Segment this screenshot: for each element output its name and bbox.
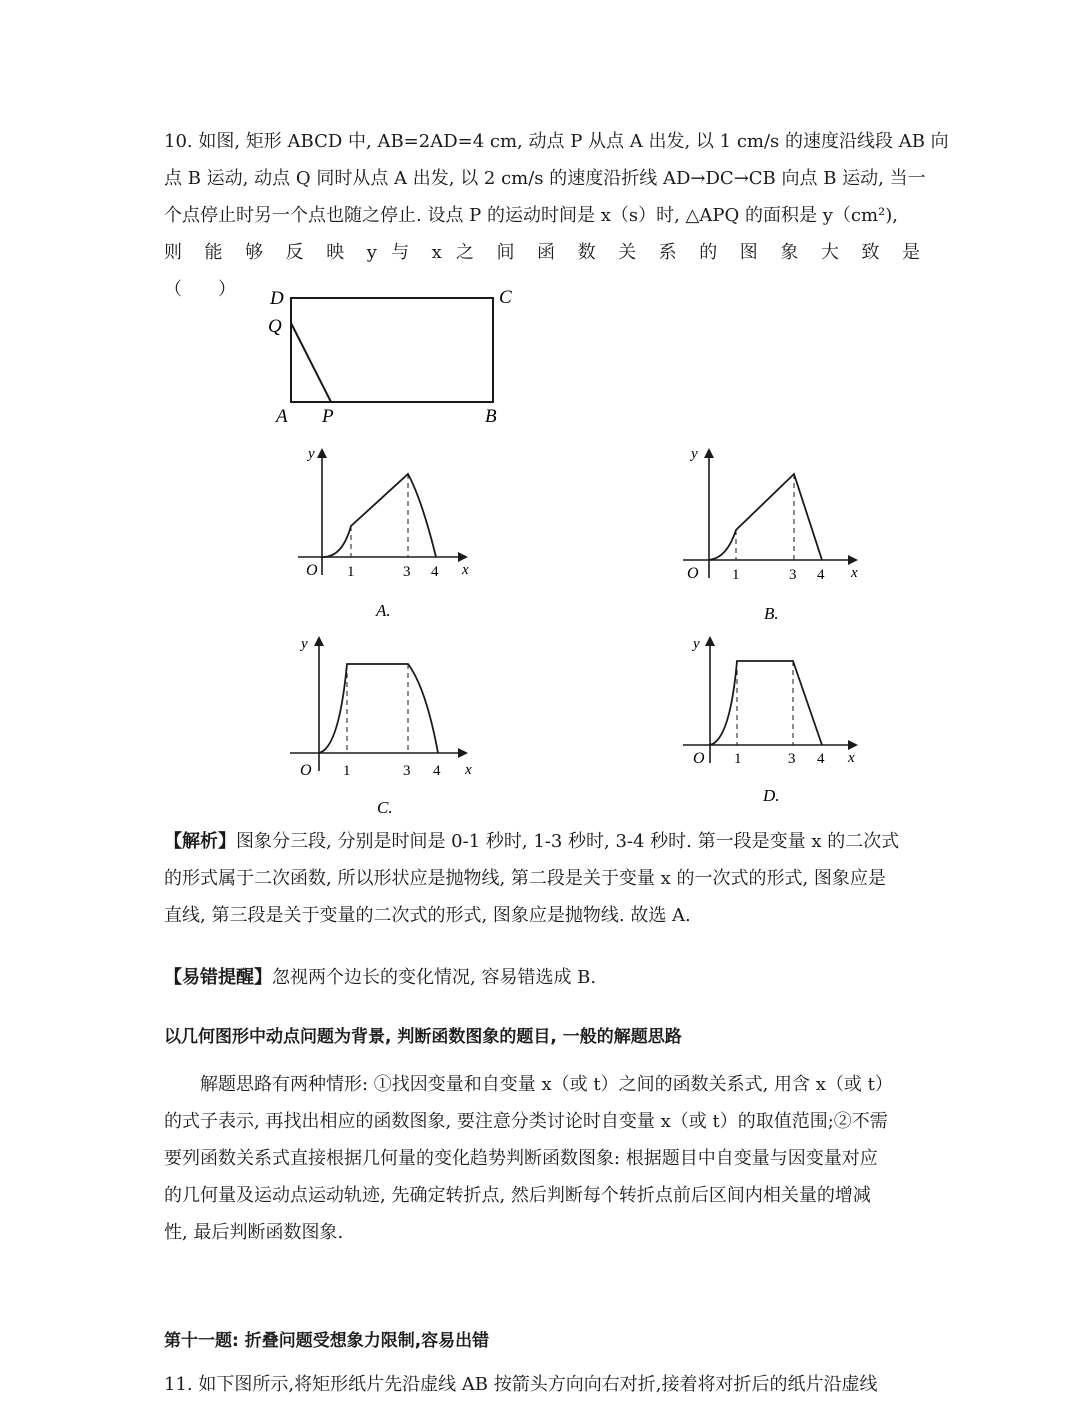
label-b: B (485, 406, 497, 427)
label-a: A (276, 406, 288, 427)
y-label: y (693, 636, 700, 652)
y-arrow (317, 448, 327, 458)
mistake-line (164, 959, 920, 996)
graph-d (678, 628, 878, 818)
tick-4: 4 (431, 564, 439, 580)
tick-1: 1 (343, 763, 351, 779)
method-line-3: 要列函数关系式直接根据几何量的变化趋势判断函数图象: 根据题目中自变量与因变量对应 (164, 1148, 878, 1169)
option-d-label: D. (763, 786, 780, 805)
x-label: x (462, 562, 469, 578)
analysis-line-1 (164, 823, 920, 860)
x-label: x (848, 750, 855, 766)
origin-label: O (306, 562, 318, 579)
tick-3: 3 (403, 564, 411, 580)
y-label: y (301, 636, 308, 652)
x-arrow (848, 555, 858, 565)
mistake-reminder (164, 959, 920, 996)
rectangle-abcd (291, 298, 493, 402)
section-heading-question-11: 第十一题: 折叠问题受想象力限制,容易出错 (164, 1331, 490, 1351)
question-11 (164, 1366, 920, 1403)
method-line-2: 的式子表示, 再找出相应的函数图象, 要注意分类讨论时自变量 x（或 t）的取值范围;②不需 (164, 1111, 888, 1132)
method-line-5: 性, 最后判断函数图象. (164, 1222, 344, 1243)
analysis-line-3: 直线, 第三段是关于变量的二次式的形式, 图象应是抛物线. 故选 A. (164, 905, 691, 926)
function-curve (319, 664, 438, 753)
x-arrow (848, 740, 858, 750)
graph-b (675, 440, 875, 630)
segment-qp (291, 323, 331, 402)
label-p: P (322, 406, 334, 427)
function-curve (322, 474, 436, 557)
tick-1: 1 (732, 567, 740, 583)
method-line-1: 解题思路有两种情形: ①找因变量和自变量 x（或 t）之间的函数关系式, 用含 x（或 t） (200, 1074, 893, 1095)
tick-1: 1 (734, 751, 742, 767)
option-c-label: C. (377, 798, 393, 817)
rectangle-figure (260, 280, 540, 430)
x-label: x (465, 762, 472, 778)
x-arrow (458, 748, 468, 758)
question-11-line-1: 11. 如下图所示,将矩形纸片先沿虚线 AB 按箭头方向向右对折,接着将对折后的纸片沿虚线 (164, 1374, 878, 1395)
analysis (164, 823, 920, 934)
tick-3: 3 (403, 763, 411, 779)
y-arrow (314, 636, 324, 646)
x-arrow (458, 552, 468, 562)
option-b-label: B. (764, 604, 779, 623)
y-label: y (308, 446, 315, 462)
tick-4: 4 (817, 751, 825, 767)
origin-label: O (687, 565, 699, 582)
y-arrow (704, 448, 714, 458)
question-10-line-1: 10. 如图, 矩形 ABCD 中, AB=2AD=4 cm, 动点 P 从点 A 出发, 以 1 cm/s 的速度沿线段 AB 向 (164, 131, 949, 152)
y-arrow (705, 636, 715, 646)
label-c: C (499, 287, 512, 308)
label-q: Q (268, 316, 282, 337)
question-10-line-2: 点 B 运动, 动点 Q 同时从点 A 出发, 以 2 cm/s 的速度沿折线 AD→DC→CB 向点 B 运动, 当一 (164, 168, 926, 189)
method-line-4: 的几何量及运动点运动轨迹, 先确定转折点, 然后判断每个转折点前后区间内相关量的增减 (164, 1185, 871, 1206)
graph-a (290, 440, 490, 630)
tick-4: 4 (433, 763, 441, 779)
mistake-label: 【易错提醒】 (164, 967, 272, 988)
section-heading-method: 以几何图形中动点问题为背景, 判断函数图象的题目, 一般的解题思路 (164, 1027, 682, 1047)
label-d: D (270, 288, 284, 309)
tick-1: 1 (347, 564, 355, 580)
graph-c (285, 628, 485, 818)
analysis-line-2: 的形式属于二次函数, 所以形状应是抛物线, 第二段是关于变量 x 的一次式的形式, 图象应是 (164, 868, 886, 889)
question-10-answer-blank: （ ） (164, 279, 236, 300)
y-label: y (691, 446, 698, 462)
tick-3: 3 (789, 567, 797, 583)
question-10-line-4: 则 能 够 反 映 y 与 x 之 间 函 数 关 系 的 图 象 大 致 是 (164, 242, 920, 263)
tick-4: 4 (817, 567, 825, 583)
method-paragraph (164, 1066, 920, 1251)
origin-label: O (693, 750, 705, 767)
analysis-label: 【解析】 (164, 831, 236, 852)
function-curve (709, 474, 822, 560)
origin-label: O (300, 762, 312, 779)
analysis-text-1: 图象分三段, 分别是时间是 0-1 秒时, 1-3 秒时, 3-4 秒时. 第一段是变量 x 的二次式 (236, 831, 900, 852)
mistake-text: 忽视两个边长的变化情况, 容易错选成 B. (272, 967, 597, 988)
option-a-label: A. (376, 601, 391, 620)
x-label: x (851, 565, 858, 581)
function-curve (710, 661, 822, 745)
tick-3: 3 (788, 751, 796, 767)
question-10-line-3: 个点停止时另一个点也随之停止. 设点 P 的运动时间是 x（s）时, △APQ 的面积是 y（cm²), (164, 205, 898, 226)
